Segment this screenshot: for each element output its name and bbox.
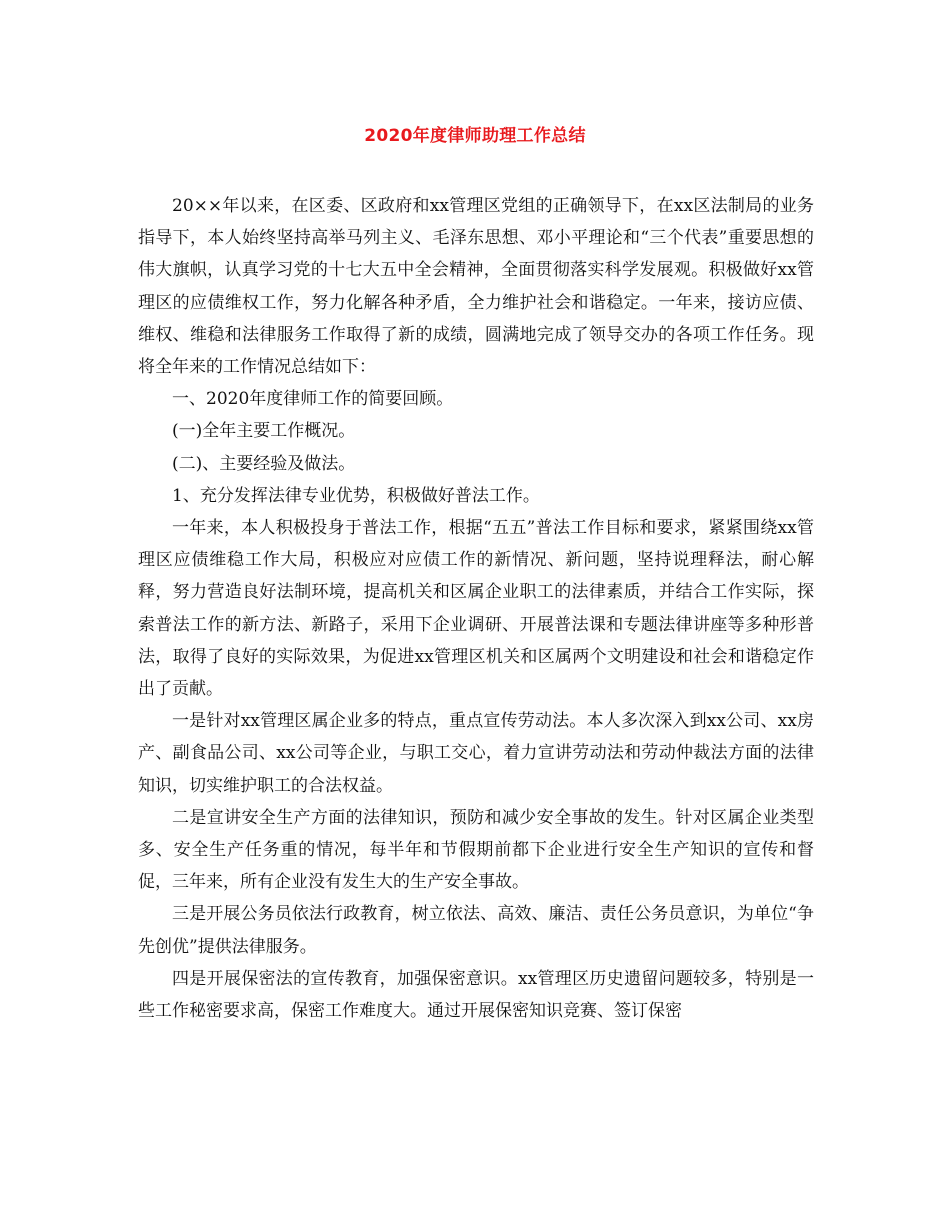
document-body — [138, 190, 814, 1027]
paragraph: 四是开展保密法的宣传教育，加强保密意识。xx管理区历史遗留问题较多，特别是一些工作秘密要求高，保密工作难度大。通过开展保密知识竞赛、签订保密 — [138, 968, 814, 1022]
paragraph: 一年来，本人积极投身于普法工作，根据“五五”普法工作目标和要求，紧紧围绕xx管理区应债维稳工作大局，积极应对应债工作的新情况、新问题，坚持说理释法，耐心解释，努力营造良好法制环境，提高机关和区属企业职工的法律素质，并结合工作实际，探索普法工作的新方法、新路子，采用下企业调研、开展普法课和专题法律讲座等多种形普法，取得了良好的实际效果，为促进xx管理区机关和区属两个文明建设和社会和谐稳定作出了贡献。 — [138, 518, 814, 700]
paragraph: 一是针对xx管理区属企业多的特点，重点宣传劳动法。本人多次深入到xx公司、xx房产、副食品公司、xx公司等企业，与职工交心，着力宣讲劳动法和劳动仲裁法方面的法律知识，切实维护职工的合法权益。 — [138, 711, 814, 796]
paragraph: (二)、主要经验及做法。 — [172, 453, 356, 474]
paragraph: (一)全年主要工作概况。 — [172, 421, 356, 442]
paragraph: 二是宣讲安全生产方面的法律知识，预防和减少安全事故的发生。针对区属企业类型多、安全生产任务重的情况，每半年和节假期前都下企业进行安全生产知识的宣传和督促，三年来，所有企业没有发生大的生产安全事故。 — [138, 807, 814, 893]
paragraph: 三是开展公务员依法行政教育，树立依法、高效、廉洁、责任公务员意识，为单位“争先创优”提供法律服务。 — [138, 904, 814, 957]
paragraph: 20××年以来，在区委、区政府和xx管理区党组的正确领导下，在xx区法制局的业务指导下，本人始终坚持高举马列主义、毛泽东思想、邓小平理论和“三个代表”重要思想的伟大旗帜，认真学习党的十七大五中全会精神，全面贯彻落实科学发展观。积极做好xx管理区的应债维权工作，努力化解各种矛盾，全力维护社会和谐稳定。一年来，接访应债、维权、维稳和法律服务工作取得了新的成绩，圆满地完成了领导交办的各项工作任务。现将全年来的工作情况总结如下： — [138, 196, 814, 378]
paragraph: 1、充分发挥法律专业优势，积极做好普法工作。 — [172, 485, 540, 506]
paragraph: 一、2020年度律师工作的简要回顾。 — [172, 389, 454, 410]
document-title: 2020年度律师助理工作总结 — [364, 126, 586, 146]
